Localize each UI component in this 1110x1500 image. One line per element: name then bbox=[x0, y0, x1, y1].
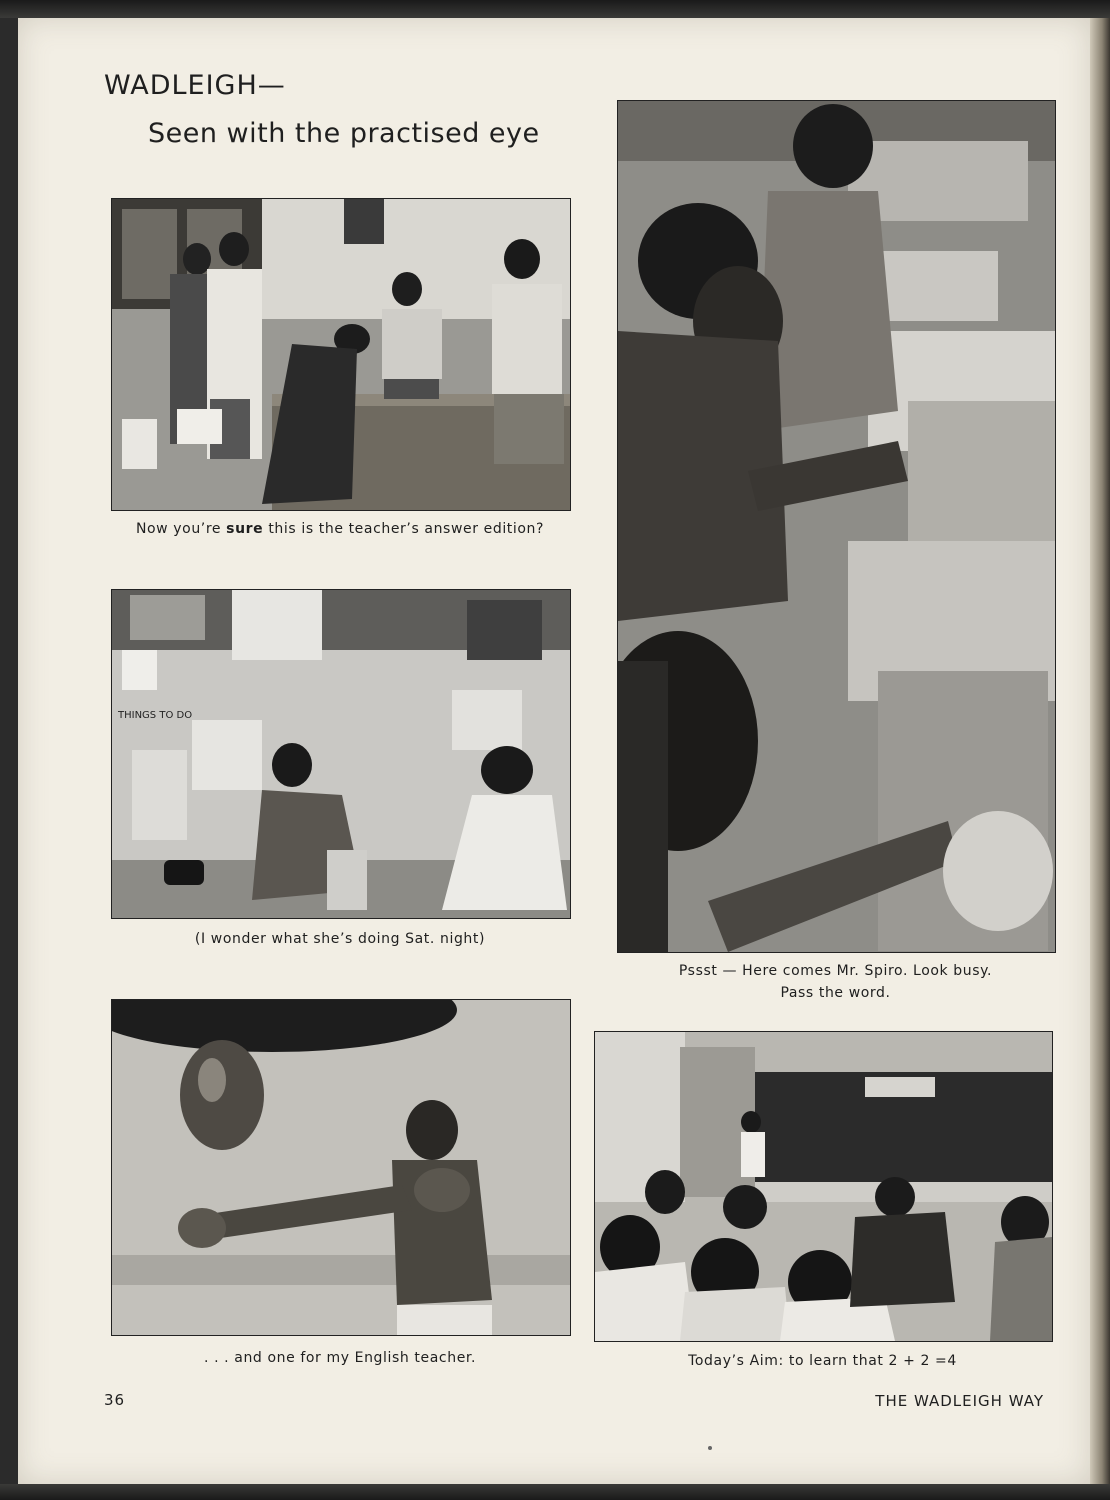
classroom-photo bbox=[594, 1031, 1053, 1342]
typing-photo bbox=[617, 100, 1056, 953]
boxing-photo bbox=[111, 999, 571, 1336]
page-gutter bbox=[1090, 18, 1110, 1484]
publication-name: THE WADLEIGH WAY bbox=[875, 1392, 1044, 1410]
office-caption-end: this is the teacher’s answer edition? bbox=[263, 521, 545, 537]
typing-caption-line-1: Pssst — Here comes Mr. Spiro. Look busy. bbox=[678, 963, 993, 979]
page-number: 36 bbox=[104, 1391, 126, 1409]
printing-speck bbox=[708, 1446, 712, 1450]
classroom-photo-caption: Today’s Aim: to learn that 2 + 2 =4 bbox=[688, 1353, 957, 1369]
classroom-blackboard-image bbox=[595, 1032, 1052, 1341]
office-caption-emphasis: sure bbox=[226, 521, 264, 537]
office-photo bbox=[111, 198, 571, 511]
students-at-counter-image bbox=[112, 199, 570, 510]
students-at-desks-image bbox=[112, 590, 570, 918]
typing-photo-caption bbox=[617, 960, 1054, 1004]
desk-photo bbox=[111, 589, 571, 919]
book-spine-bottom bbox=[0, 1484, 1110, 1500]
boxer-punching-bag-image bbox=[112, 1000, 570, 1335]
boxing-photo-caption: . . . and one for my English teacher. bbox=[203, 1350, 477, 1366]
book-spine-top bbox=[0, 0, 1110, 18]
typing-class-image bbox=[618, 101, 1055, 952]
typing-caption-line-2: Pass the word. bbox=[780, 985, 891, 1001]
page-subtitle: Seen with the practised eye bbox=[148, 118, 540, 149]
things-to-do-sign: THINGS TO DO bbox=[118, 710, 193, 721]
desk-photo-caption: (I wonder what she’s doing Sat. night) bbox=[194, 931, 486, 947]
office-photo-caption bbox=[111, 518, 569, 540]
page-title: WADLEIGH— bbox=[104, 70, 286, 101]
office-caption-start: Now you’re bbox=[135, 521, 227, 537]
